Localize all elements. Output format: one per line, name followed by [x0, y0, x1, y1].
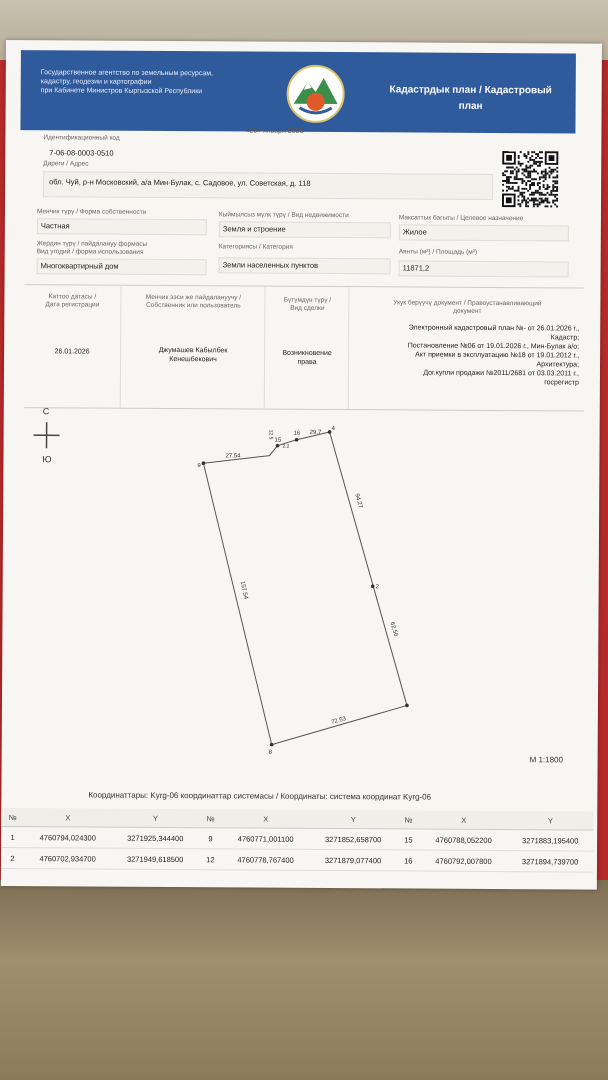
south-label: Ю — [42, 454, 52, 465]
table-cell: 3271879,077400 — [309, 849, 397, 871]
owner-line-2: Кенешбекович — [169, 356, 217, 364]
table-cell: 4760702,934700 — [24, 848, 112, 870]
rights-col-deal — [264, 287, 350, 410]
table-cell: 16 — [397, 850, 420, 871]
rights-col-owner — [120, 286, 266, 409]
point-marker — [202, 461, 206, 465]
reg-date-value: 26.01.2026 — [54, 348, 90, 356]
issue-date: «26» января 2026 — [245, 127, 304, 135]
id-code-label: Идентификационный код — [43, 134, 120, 142]
side-length: 2.2 — [282, 443, 290, 450]
area-value: 11871,2 — [402, 263, 430, 273]
address-value: обл. Чуй, р-н Московский, а/а Мин-Булак, с. Садовое, ул. Советская, д. 118 — [49, 177, 311, 188]
address-label: Дареги / Адрес — [43, 160, 89, 168]
deal-value — [265, 349, 349, 368]
coordinates-table — [1, 808, 593, 873]
col-head: № — [1, 808, 24, 827]
docs-head-2: документ — [453, 307, 482, 315]
table-cell: 3271852,658700 — [309, 828, 397, 850]
side-length: 72.53 — [330, 716, 347, 726]
deal-head-2: Вид сделки — [290, 304, 325, 312]
col-head: № — [199, 809, 222, 828]
deal-head-1: Бүтүмдүн түрү / — [283, 296, 332, 304]
document-title — [361, 82, 581, 115]
agency-line-1: Государственное агентство по земельным ресурсам, — [40, 69, 214, 78]
table-cell: 4760794,024300 — [24, 827, 112, 849]
ownership-label: Менчик түрү / Форма собственности — [36, 208, 147, 216]
owner-head-2: Собственник или пользователь — [146, 301, 241, 310]
agency-name — [41, 68, 256, 96]
col-head: Y — [507, 811, 593, 830]
table-cell: 3271883,195400 — [507, 830, 593, 852]
property-type-value: Земля и строение — [222, 224, 286, 234]
coordinates-title: Координаттары: Kyrg-06 координаттар системасы / Координаты: система координат Kyrg-06 — [88, 790, 432, 802]
owner-value — [121, 346, 265, 365]
table-cell: 3271925,344400 — [111, 827, 199, 849]
table-row — [1, 847, 593, 872]
point-label-9: 9 — [197, 463, 201, 470]
doc-line-5: Архитектура; — [536, 361, 580, 369]
table-cell: 1 — [1, 826, 24, 847]
area-label: Аянты (м²) / Площадь (м²) — [398, 248, 478, 256]
owner-head-1: Менчик ээси же пайдалануучу / — [145, 293, 242, 302]
doc-line-4: Акт приемки в эксплуатацию №18 от 19.01.2012 г., — [415, 351, 580, 360]
rights-table — [24, 284, 585, 411]
compass-cross-icon — [31, 420, 61, 450]
compass — [31, 406, 65, 472]
land-use-label: Жердин түрү / пайдалануу формасы — [36, 240, 148, 248]
point-marker — [371, 584, 375, 588]
point-label-2: 2 — [375, 584, 380, 591]
owner-line-1: Джумашев Кабылбек — [158, 346, 228, 355]
point-marker — [405, 704, 409, 708]
point-label-16: 16 — [293, 430, 301, 437]
map-scale: М 1:1800 — [529, 755, 563, 765]
point-label-4: 4 — [331, 425, 335, 433]
col-head: X — [222, 809, 310, 828]
rights-col-docs — [348, 287, 586, 410]
reg-date-head-1: Каттоо датасы / — [48, 293, 97, 301]
parcel-plan — [182, 417, 424, 756]
point-marker — [270, 743, 274, 747]
deal-line-2: права — [297, 358, 317, 366]
table-cell: 4760792,007800 — [420, 850, 508, 872]
land-use-value: Многоквартирный дом — [40, 261, 119, 271]
document-header — [20, 50, 575, 133]
deal-line-1: Возникновение — [282, 349, 332, 357]
side-length: 94.27 — [353, 493, 364, 510]
table-cell: 4760778,767400 — [222, 849, 310, 871]
col-head: X — [24, 808, 112, 827]
land-use-label-ru: Вид угодий / форма использования — [36, 248, 144, 256]
col-head: X — [420, 811, 508, 830]
cadastral-plan-document — [1, 40, 602, 890]
agency-line-2: кадастру, геодезии и картографии — [40, 78, 152, 86]
doc-line-2: Кадастр; — [550, 334, 580, 342]
title-line-1: Кадастрдык план / Кадастровый — [389, 84, 552, 97]
purpose-label: Максаттык багыты / Целевое назначение — [398, 214, 524, 223]
table-cell: 4760771,001100 — [222, 828, 310, 850]
state-emblem-icon — [285, 64, 345, 124]
table-cell: 2 — [1, 847, 24, 868]
property-type-label: Кыймылсыз мүлк түрү / Вид недвижимости — [218, 211, 349, 220]
docs-head-1: Укук берүүчү документ / Правоустанавливающий — [393, 299, 542, 308]
side-length: 27.54 — [225, 453, 241, 460]
table-cell: 12 — [199, 849, 222, 870]
title-line-2: план — [458, 100, 483, 112]
point-label-8: 8 — [268, 749, 273, 756]
rights-col-date — [24, 285, 121, 408]
point-marker — [276, 444, 280, 448]
reg-date-head-2: Дата регистрации — [45, 301, 100, 309]
north-label: С — [42, 406, 50, 417]
doc-line-3: Постановление №06 от 19.01.2026 г., Мин-Булак а/о; — [407, 342, 580, 351]
category-value: Земли населенных пунктов — [222, 260, 319, 270]
side-length: 157.54 — [238, 580, 249, 600]
point-label-15: 15 — [274, 437, 282, 444]
purpose-value: Жилое — [402, 227, 427, 237]
table-cell: 15 — [397, 829, 420, 850]
table-cell: 9 — [199, 828, 222, 849]
agency-line-3: при Кабинете Министров Кыргызской Республики — [40, 87, 203, 96]
table-cell: 4760788,052200 — [420, 829, 508, 851]
table-cell: 3271894,739700 — [507, 851, 593, 873]
id-code-value: 7-06-08-0003-0510 — [49, 148, 114, 158]
doc-line-1: Электронный кадастровый план №- от 26.01.2026 г., — [408, 324, 580, 333]
qr-code-icon — [501, 151, 559, 207]
side-length: 29.7 — [309, 429, 322, 436]
doc-line-7: госрегистр — [544, 379, 579, 387]
docs-value — [349, 323, 585, 387]
col-head: Y — [310, 810, 398, 829]
ownership-value: Частная — [40, 221, 70, 231]
col-head: № — [397, 810, 420, 829]
col-head: Y — [112, 809, 200, 828]
side-length: 62.56 — [388, 621, 399, 638]
point-marker — [295, 438, 299, 442]
wooden-table — [0, 880, 608, 1080]
side-length: 12.5 — [267, 429, 274, 440]
category-label: Категориясы / Категория — [218, 243, 293, 251]
doc-line-6: Дог.купли продажи №2011/2681 от 03.03.2011 г., — [423, 369, 579, 378]
table-cell: 3271949,618500 — [111, 848, 199, 870]
